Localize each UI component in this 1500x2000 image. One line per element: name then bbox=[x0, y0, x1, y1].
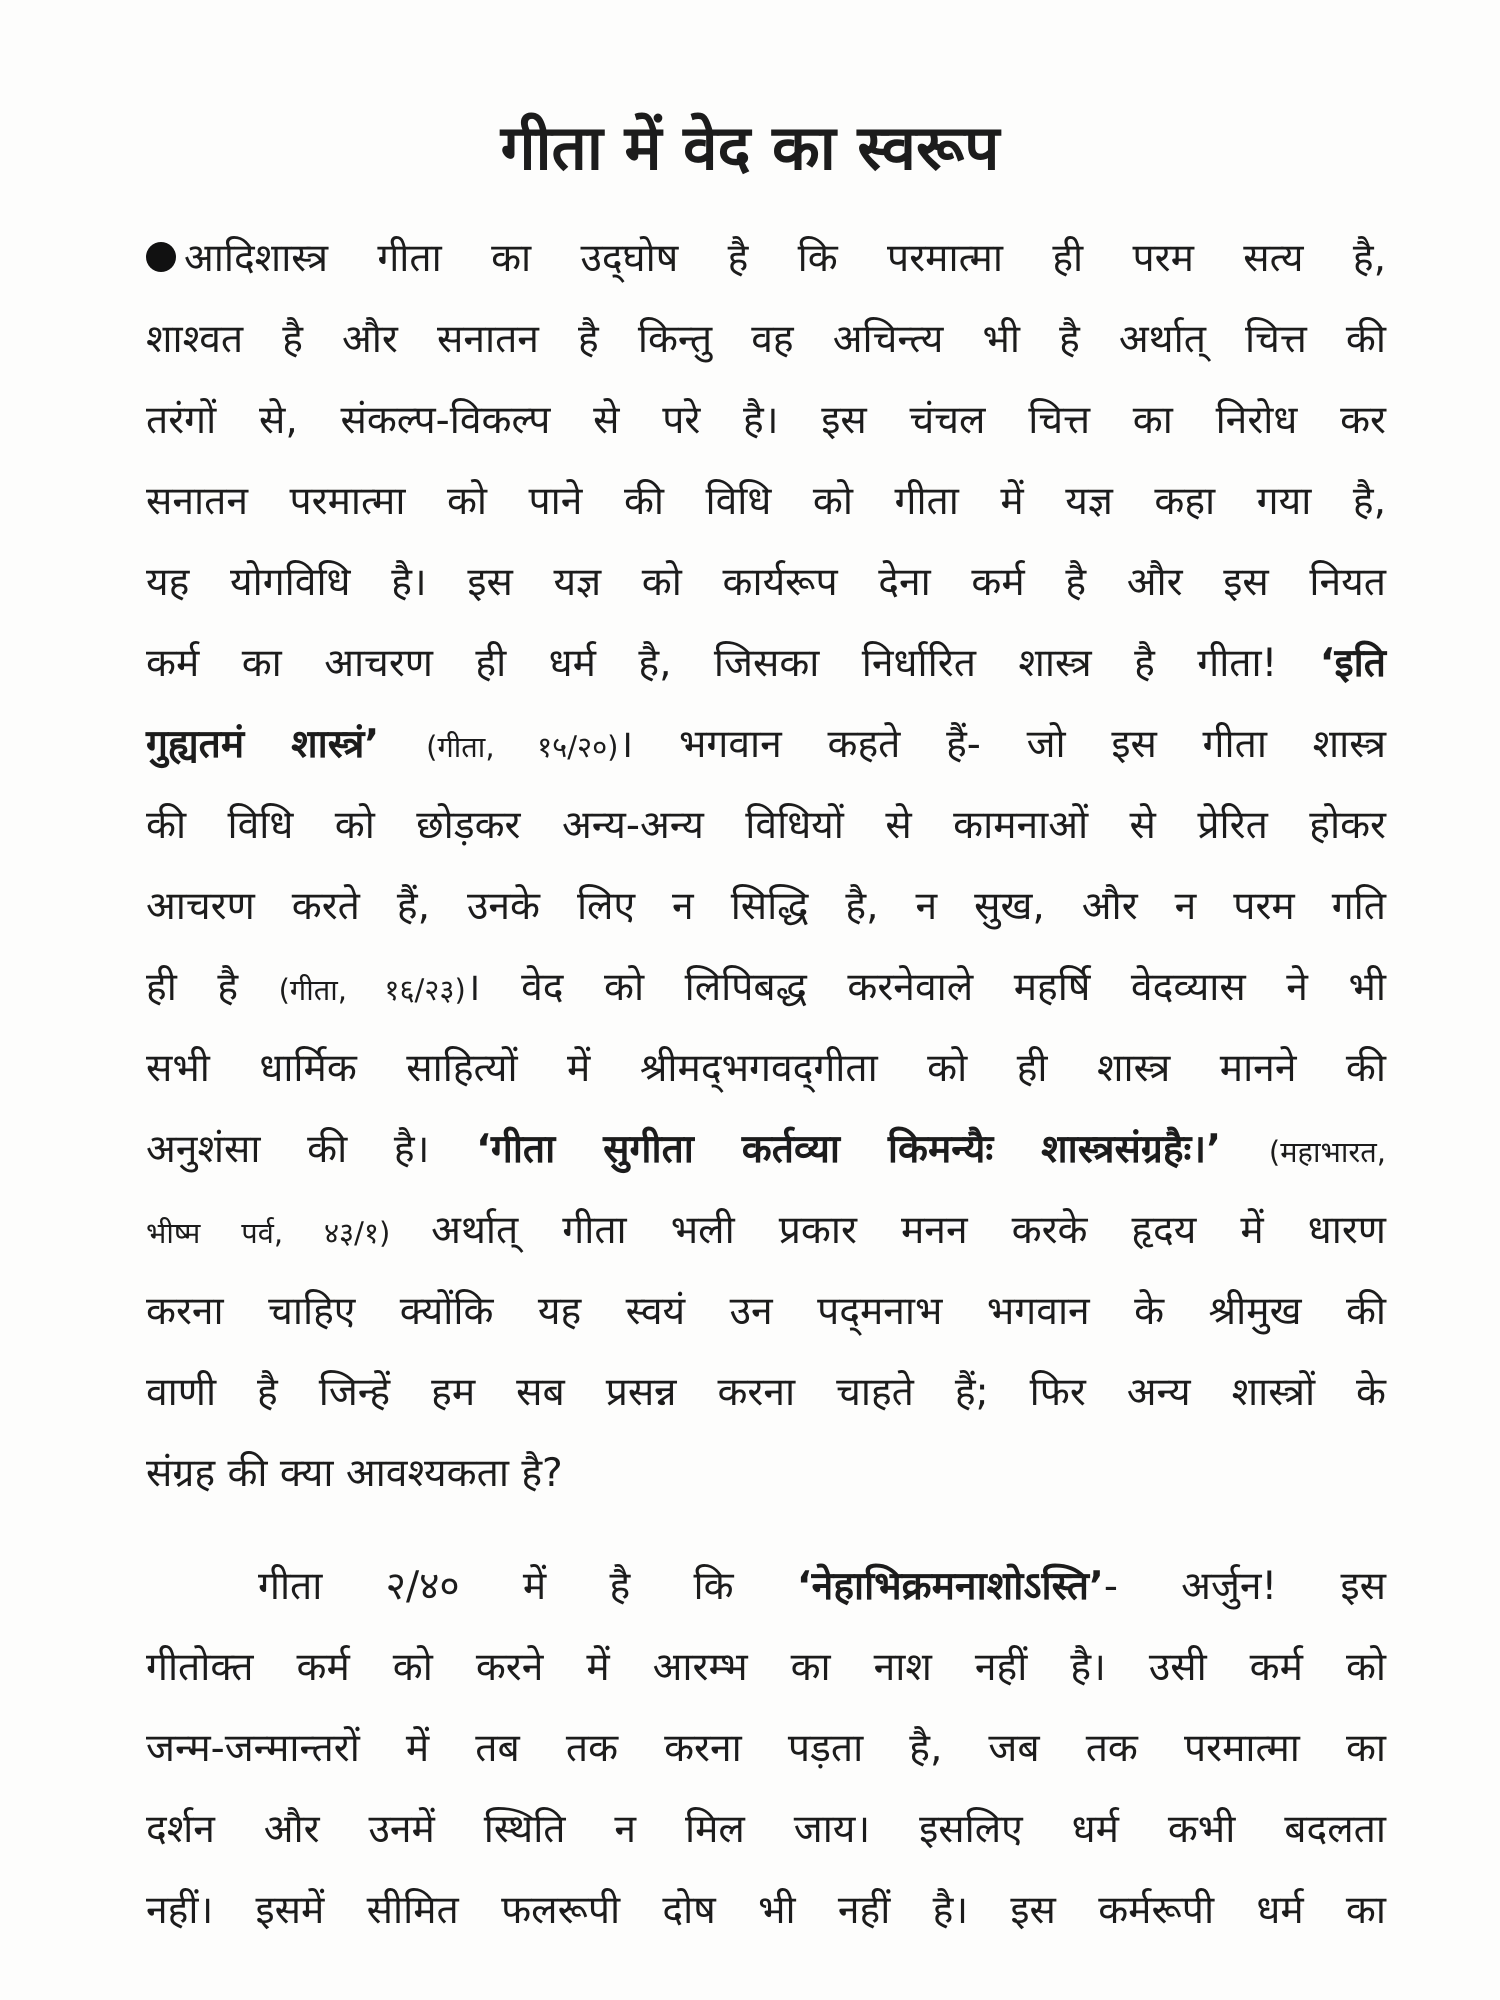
text-line bbox=[146, 380, 1386, 461]
body-text: अनुशंसा की है। bbox=[146, 1127, 477, 1172]
text-line bbox=[146, 947, 1386, 1028]
citation: (गीता, १५/२०) bbox=[426, 730, 619, 764]
citation: (महाभारत, bbox=[1268, 1135, 1386, 1169]
paragraph bbox=[146, 218, 1386, 1514]
body-text: ही है bbox=[146, 965, 279, 1010]
text-line bbox=[146, 704, 1386, 785]
body-text: संग्रह की क्या आवश्यकता है? bbox=[146, 1451, 563, 1496]
quoted-verse: गुह्यतमं शास्त्रं’ bbox=[146, 722, 427, 767]
text-line bbox=[146, 1271, 1386, 1352]
body-text: कर्म का आचरण ही धर्म है, जिसका निर्धारित शास्त्र है गीता! bbox=[146, 641, 1320, 686]
paragraph bbox=[146, 1546, 1386, 1951]
body-text: शाश्वत है और सनातन है किन्तु वह अचिन्त्य भी है अर्थात्‌ चित्त की bbox=[146, 317, 1386, 362]
text-line bbox=[146, 1109, 1386, 1190]
body-text: यह योगविधि है। इस यज्ञ को कार्यरूप देना कर्म है और इस नियत bbox=[146, 560, 1386, 605]
text-line bbox=[146, 623, 1386, 704]
text-line bbox=[146, 1433, 1386, 1514]
body-text: सभी धार्मिक साहित्यों में श्रीमद्‌भगवद्‌गीता को ही शास्त्र मानने की bbox=[146, 1046, 1386, 1091]
text-line bbox=[146, 461, 1386, 542]
body-text: । वेद को लिपिबद्ध करनेवाले महर्षि वेदव्यास ने भी bbox=[465, 965, 1386, 1010]
body-text: गीतोक्त कर्म को करने में आरम्भ का नाश नहीं है। उसी कर्म को bbox=[146, 1645, 1386, 1690]
text-line bbox=[146, 542, 1386, 623]
quoted-verse: ‘गीता सुगीता कर्तव्या किमन्यैः शास्त्रसंग्रहैः।’ bbox=[476, 1127, 1269, 1172]
body-text: गीता २/४० में है कि bbox=[258, 1564, 797, 1609]
text-line bbox=[146, 1708, 1386, 1789]
text-line bbox=[146, 866, 1386, 947]
body-text: करना चाहिए क्योंकि यह स्वयं उन पद्‌मनाभ भगवान के श्रीमुख की bbox=[146, 1289, 1386, 1334]
text-line bbox=[146, 1870, 1386, 1951]
quoted-verse: ‘इति bbox=[1319, 641, 1386, 686]
citation: भीष्म पर्व, ४३/१) bbox=[146, 1216, 432, 1250]
quoted-verse: ‘नेहाभिक्रमनाशोऽस्ति’ bbox=[796, 1564, 1104, 1609]
body-text: सनातन परमात्मा को पाने की विधि को गीता में यज्ञ कहा गया है, bbox=[146, 479, 1386, 524]
body-text: आचरण करते हैं, उनके लिए न सिद्धि है, न सुख, और न परम गति bbox=[146, 884, 1386, 929]
body-text: जन्म-जन्मान्तरों में तब तक करना पड़ता है, जब तक परमात्मा का bbox=[146, 1726, 1386, 1771]
document-body bbox=[146, 218, 1386, 1951]
text-line bbox=[146, 1627, 1386, 1708]
page-title: गीता में वेद का स्वरूप bbox=[500, 111, 1000, 184]
citation: (गीता, १६/२३) bbox=[278, 973, 466, 1007]
bullet-icon bbox=[146, 242, 176, 272]
text-line bbox=[146, 218, 1386, 299]
text-line bbox=[146, 1789, 1386, 1870]
body-text: आदिशास्त्र गीता का उद्‌घोष है कि परमात्मा ही परम सत्य है, bbox=[184, 236, 1386, 281]
body-text: की विधि को छोड़कर अन्य-अन्य विधियों से कामनाओं से प्रेरित होकर bbox=[146, 803, 1386, 848]
text-line bbox=[146, 1028, 1386, 1109]
body-text: दर्शन और उनमें स्थिति न मिल जाय। इसलिए धर्म कभी बदलता bbox=[146, 1807, 1386, 1852]
body-text: वाणी है जिन्हें हम सब प्रसन्न करना चाहते हैं; फिर अन्य शास्त्रों के bbox=[146, 1370, 1386, 1415]
body-text: - अर्जुन! इस bbox=[1103, 1564, 1386, 1609]
text-line bbox=[146, 1352, 1386, 1433]
text-line bbox=[146, 1190, 1386, 1271]
text-line bbox=[146, 299, 1386, 380]
text-line bbox=[146, 785, 1386, 866]
body-text: अर्थात्‌ गीता भली प्रकार मनन करके हृदय में धारण bbox=[431, 1208, 1386, 1253]
body-text: तरंगों से, संकल्प-विकल्प से परे है। इस चंचल चित्त का निरोध कर bbox=[146, 398, 1386, 443]
body-text: नहीं। इसमें सीमित फलरूपी दोष भी नहीं है। इस कर्मरूपी धर्म का bbox=[146, 1888, 1386, 1933]
body-text: । भगवान कहते हैं- जो इस गीता शास्त्र bbox=[618, 722, 1386, 767]
text-line bbox=[146, 1546, 1386, 1627]
